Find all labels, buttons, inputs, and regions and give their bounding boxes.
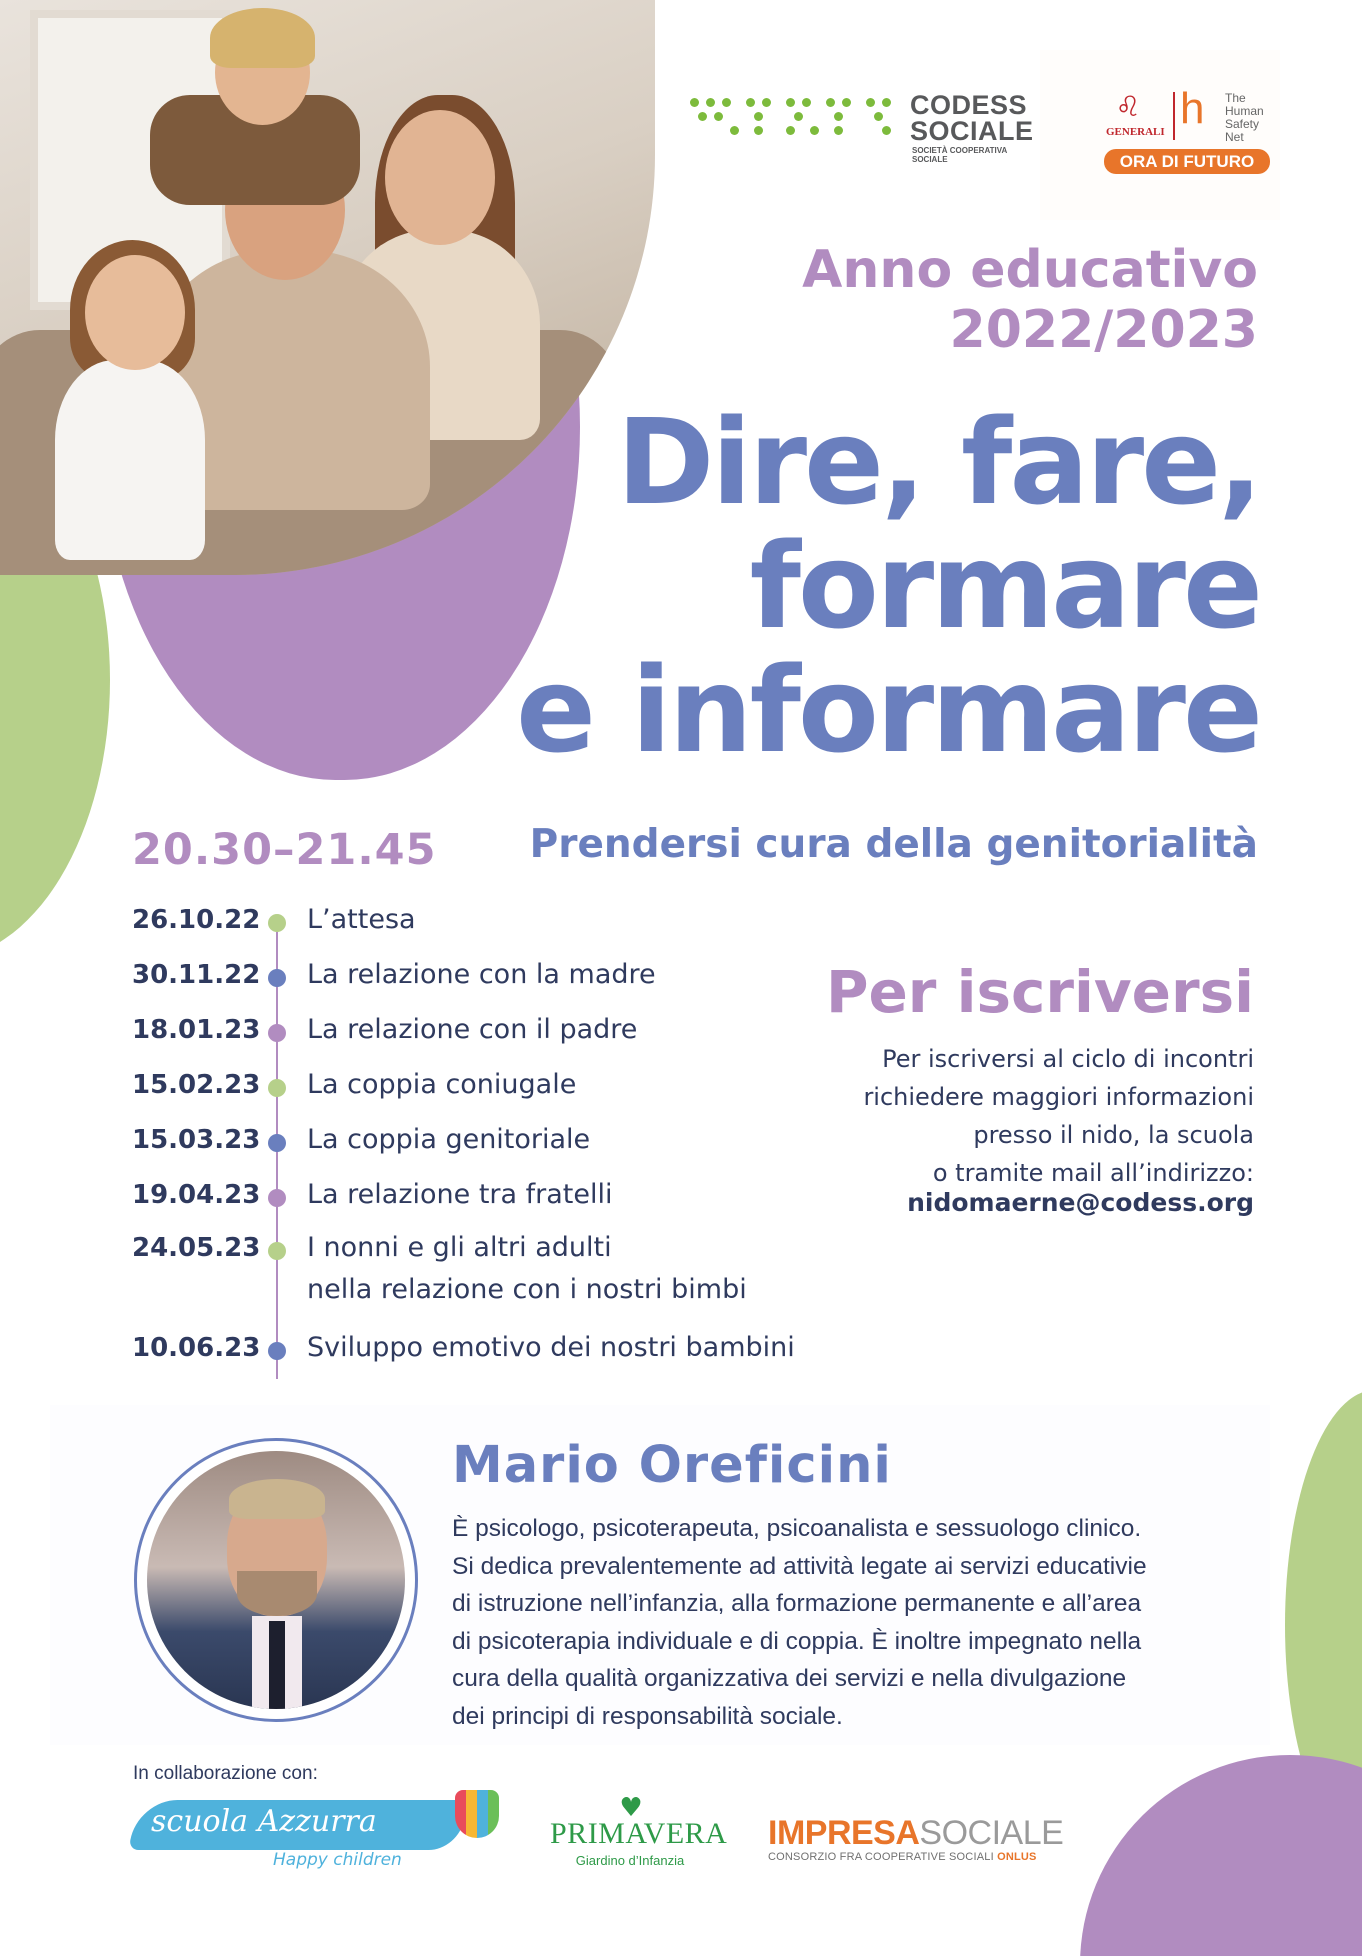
codess-name-line2: SOCIALE — [910, 116, 1034, 146]
primavera-name: PRIMAVERA — [550, 1817, 728, 1850]
event-date: 18.01.23 — [132, 1015, 261, 1045]
registration-email: nidomaerne@codess.org — [907, 1188, 1254, 1217]
main-title — [516, 393, 1260, 779]
speaker-name: Mario Oreficini — [452, 1436, 892, 1495]
photo-girl-face — [85, 255, 185, 370]
school-year-label: Anno educativo — [802, 240, 1258, 300]
purple-circle-decoration-bottom — [1080, 1755, 1362, 1956]
photo-boy-hair — [210, 8, 315, 68]
human-safety-net-text — [1225, 92, 1264, 144]
logo-separator — [1173, 92, 1175, 140]
event-title: La coppia coniugale — [307, 1069, 577, 1100]
portrait-beard — [237, 1571, 317, 1616]
session-time: 20.30–21.45 — [132, 825, 437, 875]
school-year-value: 2022/2023 — [949, 300, 1258, 360]
registration-line2: richiedere maggiori informazioni — [863, 1083, 1254, 1111]
event-title-line2: nella relazione con i nostri bimbi — [307, 1274, 747, 1305]
registration-line3: presso il nido, la scuola — [973, 1121, 1254, 1149]
series-subtitle: Prendersi cura della genitorialità — [529, 822, 1258, 867]
hsn-line2: Human — [1225, 104, 1264, 118]
event-date: 10.06.23 — [132, 1333, 261, 1363]
main-title-line3: e informare — [516, 641, 1260, 779]
speaker-portrait — [134, 1438, 418, 1722]
timeline-dot — [268, 1024, 286, 1042]
ora-di-futuro-badge: ORA DI FUTURO — [1104, 149, 1270, 174]
azzurra-name: scuola Azzurra — [151, 1804, 377, 1839]
event-title: La relazione con la madre — [307, 959, 656, 990]
timeline-dot — [268, 969, 286, 987]
primavera-figure-icon: ♥ — [619, 1793, 643, 1823]
hsn-line1: The — [1225, 91, 1246, 105]
registration-info — [863, 1040, 1254, 1192]
event-timeline — [132, 905, 832, 1385]
event-title: La relazione tra fratelli — [307, 1179, 613, 1210]
codess-sociale-logo — [690, 90, 1040, 170]
event-title: La relazione con il padre — [307, 1014, 638, 1045]
speaker-bio-line: È psicologo, psicoterapeuta, psicoanalista e sessuologo clinico. — [452, 1515, 1142, 1542]
event-title — [307, 1227, 747, 1311]
speaker-portrait-image — [147, 1451, 405, 1709]
event-date: 24.05.23 — [132, 1233, 261, 1263]
impresa-onlus: ONLUS — [997, 1851, 1037, 1863]
speaker-bio-line: di psicoterapia individuale e di coppia. È inoltre impegnato nella — [452, 1627, 1142, 1655]
portrait-tie — [269, 1621, 285, 1709]
codess-dot-pattern-icon — [690, 98, 900, 148]
event-title: Sviluppo emotivo dei nostri bambini — [307, 1332, 795, 1363]
impresa-sociale-subtitle — [768, 1851, 1068, 1863]
registration-heading: Per iscriversi — [825, 958, 1254, 1026]
timeline-dot — [268, 1242, 286, 1260]
event-date: 26.10.22 — [132, 905, 261, 935]
timeline-dot — [268, 914, 286, 932]
registration-line4: o tramite mail all’indirizzo: — [932, 1159, 1254, 1187]
event-date: 19.04.23 — [132, 1180, 261, 1210]
primavera-logo — [550, 1793, 728, 1875]
photo-girl-body — [55, 360, 205, 560]
generali-lion-icon: ♌ — [1115, 90, 1141, 123]
event-date: 30.11.22 — [132, 960, 261, 990]
timeline-dot — [268, 1134, 286, 1152]
main-title-line1: Dire, fare, — [616, 393, 1260, 531]
speaker-bio-line: Si dedica prevalentemente ad attività legate ai servizi educativie — [452, 1552, 1147, 1580]
event-date: 15.02.23 — [132, 1070, 261, 1100]
portrait-hair — [229, 1479, 325, 1519]
impresa-sociale-name — [768, 1815, 1068, 1851]
event-title: L’attesa — [307, 904, 416, 935]
event-date: 15.03.23 — [132, 1125, 261, 1155]
event-title-line1: I nonni e gli altri adulti — [307, 1232, 612, 1263]
collaboration-label: In collaborazione con: — [133, 1763, 318, 1784]
scuola-azzurra-logo — [133, 1790, 513, 1880]
generali-human-safety-net-logo — [1040, 50, 1280, 220]
registration-line1: Per iscriversi al ciclo di incontri — [882, 1045, 1254, 1073]
hsn-line3: Safety — [1225, 117, 1260, 131]
impresa-name-light: SOCIALE — [919, 1814, 1064, 1852]
timeline-dot — [268, 1342, 286, 1360]
school-year-heading — [802, 240, 1258, 360]
event-title: La coppia genitoriale — [307, 1124, 591, 1155]
human-safety-net-h-icon: h — [1180, 84, 1205, 133]
codess-subtitle: SOCIETÀ COOPERATIVA SOCIALE — [912, 146, 1007, 164]
azzurra-shield-icon — [455, 1790, 499, 1838]
azzurra-tagline: Happy children — [273, 1850, 402, 1870]
speaker-bio — [452, 1510, 1252, 1735]
speaker-bio-line: di istruzione nell’infanzia, alla formazione permanente e all’area — [452, 1590, 1142, 1617]
photo-mother-face — [385, 110, 495, 245]
impresa-name-bold: IMPRESA — [768, 1814, 920, 1852]
timeline-dot — [268, 1079, 286, 1097]
timeline-dot — [268, 1189, 286, 1207]
speaker-bio-line: cura della qualità organizzativa dei servizi e nella divulgazione — [452, 1665, 1127, 1692]
generali-wordmark: GENERALI — [1106, 126, 1165, 138]
impresa-sub-text: CONSORZIO FRA COOPERATIVE SOCIALI — [768, 1851, 994, 1863]
speaker-bio-line: dei principi di responsabilità sociale. — [452, 1702, 843, 1730]
codess-name-line1: CODESS — [910, 90, 1028, 120]
codess-name — [910, 92, 1034, 144]
hsn-line4: Net — [1225, 130, 1244, 144]
primavera-subtitle: Giardino d’Infanzia — [575, 1853, 685, 1868]
main-title-line2: formare — [749, 517, 1260, 655]
impresa-sociale-logo — [768, 1815, 1068, 1875]
